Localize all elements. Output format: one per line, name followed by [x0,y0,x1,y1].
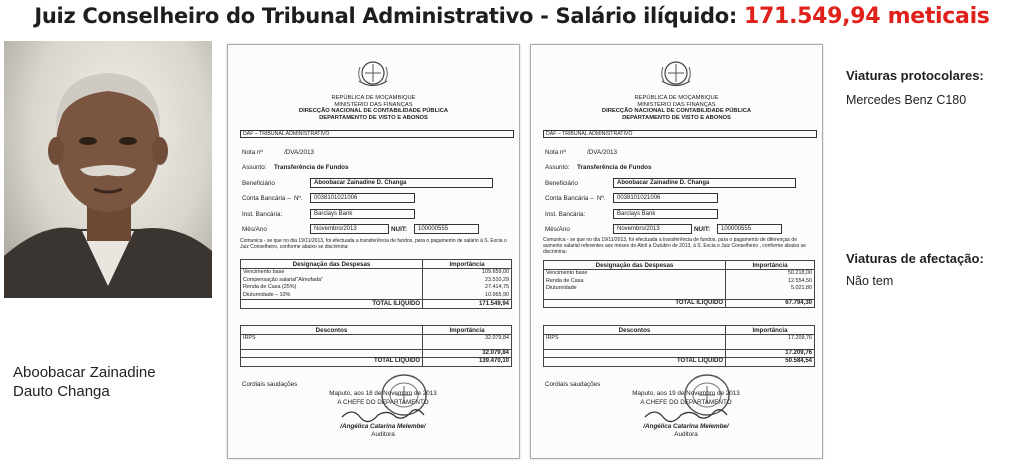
letterhead-line: DIRECÇÃO NACIONAL DE CONTABILIDADE PÚBLICA [601,108,752,115]
mes-value: Novembro/2013 [613,224,692,234]
viaturas-protocolares-label: Viaturas protocolares: [846,68,984,83]
beneficiario-value: Aboobacar Zainadine D. Changa [310,178,493,188]
letterhead-line: DEPARTAMENTO DE VISTO E ABONOS [319,114,428,121]
nota-label: Nota nº [545,149,566,156]
signatory-role: Auditora [674,431,698,438]
importancia-header: Importância [423,260,512,269]
signatory-name: /Angélica Catarina Melembe/ [643,423,729,430]
row-label: Diuturnidade – 10% [241,292,423,300]
banco-label: Inst. Bancária: [545,211,586,218]
descontos-total-row [241,349,512,358]
assunto-value: Transferência de Fundos [274,164,349,171]
nota-label: Nota nº [242,149,263,156]
descontos-total-value: 32.079,84 [423,349,512,358]
headline [0,4,1024,29]
row-value: 50.218,00 [726,270,815,278]
beneficiario-label: Beneficiário [545,180,578,187]
table-row [544,335,815,343]
row-value: 27.414,75 [423,284,512,292]
descontos-header: Descontos [241,326,423,335]
conta-label: Conta Bancária – [545,195,594,202]
mes-label: Mês/Ano [545,226,570,233]
letterhead-line: REPÚBLICA DE MOÇAMBIQUE [331,95,416,101]
assunto-label: Assunto: [242,164,267,171]
mes-value: Novembro/2013 [310,224,389,234]
total-iliquido-value: 67.794,30 [726,299,815,308]
viaturas-afectacao-label: Viaturas de afectação: [846,251,984,266]
conta-value: 0038101021006 [310,193,415,203]
despesas-table [240,259,512,309]
coat-of-arms-icon [355,57,391,91]
portrait-photo [4,41,212,298]
row-value: 109.659,00 [423,269,512,277]
total-iliquido-row [241,300,512,309]
beneficiario-value: Aboobacar Zainadine D. Changa [613,178,796,188]
comunica-text: Comunica - se que no dia 19/11/2013, foi efectuada a transferência de fundos, para o pagamento de diferenças de aumento salarial referentes aos meses de Abril a Outubro de 2013, à S. Excia o Juiz Conselheiro , conforme abaixo se discrimina: [543,237,806,255]
person-name [13,363,156,401]
coat-of-arms-icon [658,57,694,91]
row-label: Compensação salarial"Almofada" [241,277,423,285]
conta-label: Conta Bancária – [242,195,291,202]
banco-value: Barclays Bank [613,209,718,219]
row-value: 32.079,84 [423,335,512,343]
headline-amount: 171.549,94 meticais [744,4,990,29]
total-iliquido-value: 171.549,94 [423,300,512,309]
letterhead-line: DEPARTAMENTO DE VISTO E ABONOS [622,114,731,121]
closing-text: Cordiais saudações [242,381,298,388]
total-liquido-label: TOTAL LIQUIDO [241,358,423,367]
viaturas-protocolares-value: Mercedes Benz C180 [846,93,967,107]
row-label: Vencimento base [241,269,423,277]
table-row [241,269,512,277]
total-liquido-label: TOTAL LIQUIDO [544,358,726,367]
table-row [544,278,815,286]
total-liquido-row [544,358,815,367]
nuit-label: NUIT: [694,226,711,233]
letterhead-line: MINISTÉRIO DAS FINANÇAS [637,101,716,108]
chefe-title: A CHEFE DO DEPARTAMENTO [640,399,732,406]
row-label: Renda de Casa (25%) [241,284,423,292]
despesas-header: Designação das Despesas [241,260,423,269]
unit-box: DAF – TRIBUNAL ADMINISTRATIVO [543,130,817,138]
descontos-header: Descontos [544,326,726,335]
place-date: Maputo, aos 18 de Novembro de 2013 [329,390,437,397]
signatory-name: /Angélica Catarina Melembe/ [340,423,426,430]
conta-value: 0038101021006 [613,193,718,203]
row-value: 17.209,76 [726,335,815,343]
nota-value: /DVA/2013 [587,149,617,156]
row-value: 10.965,90 [423,292,512,300]
total-iliquido-row [544,299,815,308]
importancia-header: Importância [726,326,815,335]
chefe-title: A CHEFE DO DEPARTAMENTO [337,399,429,406]
row-value: 5.021,80 [726,285,815,293]
descontos-table [543,325,815,367]
table-row [544,270,815,278]
letterhead-line: REPÚBLICA DE MOÇAMBIQUE [634,95,719,101]
person-name-line1: Aboobacar Zainadine [13,364,156,381]
importancia-header: Importância [726,261,815,270]
signatory-role: Auditora [371,431,395,438]
conta-no-label: Nº. [294,195,303,202]
mes-label: Mês/Ano [242,226,267,233]
row-label: Diuturnidade [544,285,726,293]
total-liquido-value: 50.584,54 [726,358,815,367]
row-value: 12.554,50 [726,278,815,286]
descontos-total-value: 17.209,76 [726,349,815,358]
assunto-value: Transferência de Fundos [577,164,652,171]
comunica-text: Comunica - se que no dia 19/11/2013, foi efectuada a transferência de fundos, para o pagamento de salário à S. Excia o Juiz Conselheiro, conforme abaixo se discrimina: [240,238,507,250]
row-value: 23.510,29 [423,277,512,285]
table-row [241,335,512,343]
descontos-table [240,325,512,367]
nuit-label: NUIT: [391,226,408,233]
signature-icon [338,405,428,423]
total-liquido-row [241,358,512,367]
total-iliquido-label: TOTAL ILIQUIDO [544,299,726,308]
payslip-document [227,44,520,459]
row-label: Renda de Casa [544,278,726,286]
despesas-header: Designação das Despesas [544,261,726,270]
letterhead [531,95,822,121]
nuit-value: 100000555 [414,224,479,234]
banco-label: Inst. Bancária: [242,211,283,218]
nota-value: /DVA/2013 [284,149,314,156]
despesas-table [543,260,815,308]
letterhead-line: DIRECÇÃO NACIONAL DE CONTABILIDADE PÚBLICA [298,108,449,115]
payslip-document [530,44,823,459]
assunto-label: Assunto: [545,164,570,171]
beneficiario-label: Beneficiário [242,180,275,187]
total-liquido-value: 139.470,10 [423,358,512,367]
signature-icon [641,405,731,423]
table-row [544,285,815,293]
closing-text: Cordiais saudações [545,381,601,388]
table-row [241,284,512,292]
letterhead [228,95,519,121]
row-label: Vencimento base [544,270,726,278]
headline-prefix: Juiz Conselheiro do Tribunal Administrativo - Salário ilíquido: [34,4,738,28]
row-label: IRPS [241,335,423,343]
viaturas-afectacao-value: Não tem [846,274,894,288]
letterhead-line: MINISTÉRIO DAS FINANÇAS [334,101,413,108]
unit-box: DAF – TRIBUNAL ADMINISTRATIVO [240,130,514,138]
banco-value: Barclays Bank [310,209,415,219]
descontos-total-row [544,349,815,358]
nuit-value: 100000555 [717,224,782,234]
row-label: IRPS [544,335,726,343]
table-row [241,292,512,300]
conta-no-label: Nº. [597,195,606,202]
importancia-header: Importância [423,326,512,335]
person-name-line2: Dauto Changa [13,383,110,400]
place-date: Maputo, aos 19 de Novembro de 2013 [632,390,740,397]
table-row [241,277,512,285]
total-iliquido-label: TOTAL ILIQUIDO [241,300,423,309]
